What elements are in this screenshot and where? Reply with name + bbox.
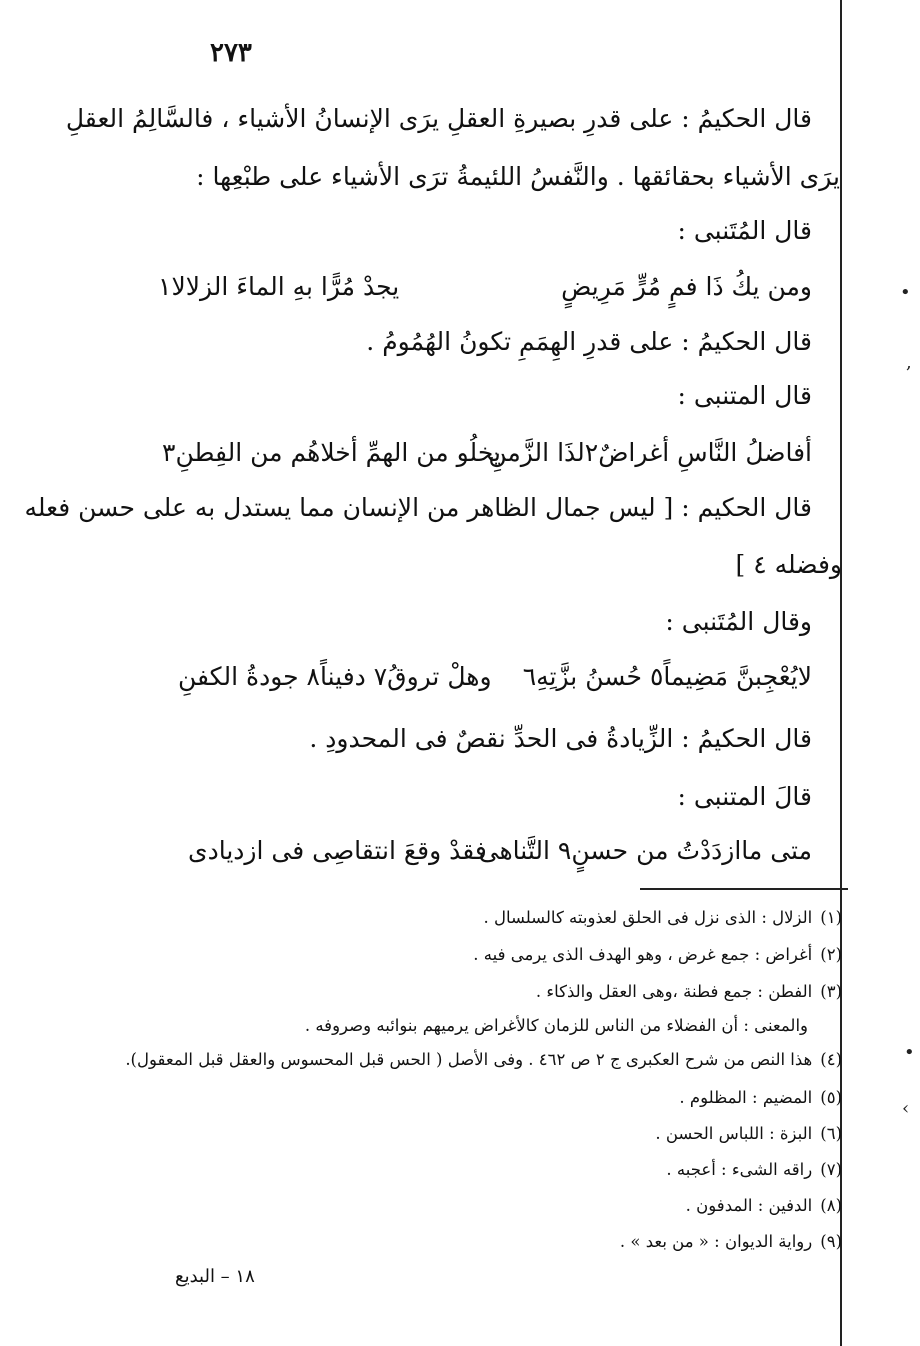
footnote-number: (٤) bbox=[820, 1050, 842, 1069]
footnote-number: (٨) bbox=[820, 1196, 842, 1215]
footnote bbox=[536, 982, 842, 1002]
footnote-number: (١) bbox=[820, 908, 842, 927]
verse-hemistich-left: وهلْ تروقُ٧ دفيناً٨ جودةُ الكفنِ bbox=[178, 662, 492, 691]
footnote-number: (٣) bbox=[820, 982, 842, 1001]
poet-heading: قال المُتَنبى : bbox=[677, 216, 812, 245]
verse-hemistich-left: يجدْ مُرًّا بهِ الماءَ الزلالا١ bbox=[158, 272, 400, 301]
footnote-number: (٧) bbox=[820, 1160, 842, 1179]
footnote-number: (٩) bbox=[820, 1232, 842, 1251]
poet-heading: قال المتنبى : bbox=[677, 381, 812, 410]
footnote-text: هذا النص من شرح العكبرى ج ٢ ص ٤٦٢ . وفى الأصل ( الحس قبل المحسوس والعقل قبل المعقول). bbox=[125, 1050, 813, 1069]
footnote-text: الزلال : الذى نزل فى الحلق لعذوبته كالسلسال . bbox=[483, 908, 813, 927]
footnote-text: رواية الديوان : « من بعد » . bbox=[619, 1232, 813, 1251]
page-edge-rule bbox=[840, 0, 842, 1346]
footnote bbox=[686, 1196, 842, 1216]
footnote-text: راقه الشىء : أعجبه . bbox=[666, 1160, 813, 1179]
verse-hemistich-right: لايُعْجِبنَّ مَضِيماً٥ حُسنُ بزَّتِهِ٦ bbox=[522, 662, 812, 691]
verse-hemistich-right: ومن يكُ ذَا فمٍ مُرٍّ مَرِيضٍ bbox=[561, 272, 812, 301]
footnote bbox=[305, 1016, 808, 1036]
body-line: يرَى الأشياء بحقائقها . والنَّفسُ اللئيمةُ ترَى الأشياء على طبْعِها : bbox=[196, 162, 840, 191]
margin-mark: • bbox=[900, 282, 911, 303]
margin-mark: , bbox=[906, 352, 912, 373]
poet-heading: وقال المُتَنبى : bbox=[665, 607, 812, 636]
footnote bbox=[666, 1160, 842, 1180]
footnote-text: والمعنى : أن الفضلاء من الناس للزمان كالأغراض يرميهم بنوائبه وصروفه . bbox=[304, 1016, 808, 1035]
body-line: قال الحكيمُ : على قدرِ بصيرةِ العقلِ يرَى الإنسانُ الأشياء ، فالسَّالِمُ العقلِ bbox=[65, 104, 812, 133]
footnote bbox=[473, 945, 842, 965]
verse-hemistich-right: متى ماازدَدْتُ من حسنٍ٩ التَّناهى bbox=[478, 836, 812, 865]
footnote-number: (٦) bbox=[820, 1124, 842, 1143]
footnote bbox=[679, 1088, 842, 1108]
footnote-number: (٥) bbox=[820, 1088, 842, 1107]
footnote-number: (٢) bbox=[820, 945, 842, 964]
verse-hemistich-right: أفاضلُ النَّاسِ أغراضٌ٢لذَا الزَّمنِ bbox=[488, 438, 812, 467]
footnote bbox=[620, 1232, 842, 1252]
footnote-text: أغراض : جمع غرض ، وهو الهدف الذى يرمى فيه . bbox=[473, 945, 813, 964]
body-line: قال الحكيم : [ ليس جمال الظاهر من الإنسان مما يستدل به على حسن فعله bbox=[24, 493, 812, 522]
poet-heading: قالَ المتنبى : bbox=[677, 782, 812, 811]
verse-hemistich-left: يخلُو من الهمِّ أخلاهُم من الفِطنِ٣ bbox=[162, 438, 501, 467]
footnote bbox=[655, 1124, 842, 1144]
footnote bbox=[125, 1050, 842, 1070]
footnote-text: المضيم : المظلوم . bbox=[679, 1088, 813, 1107]
footnote bbox=[484, 908, 843, 928]
body-line: قال الحكيمُ : الزِّيادةُ فى الحدِّ نقصٌ فى المحدودِ . bbox=[309, 724, 812, 753]
margin-mark: • bbox=[904, 1042, 915, 1063]
footnote-text: الفطن : جمع فطنة ،وهى العقل والذكاء . bbox=[535, 982, 813, 1001]
verse-hemistich-left: فقدْ وقعَ انتقاصِى فى ازديادى bbox=[188, 836, 487, 865]
margin-mark: ‹ bbox=[902, 1098, 910, 1119]
footnote-text: الدفين : المدفون . bbox=[685, 1196, 813, 1215]
body-line: قال الحكيمُ : على قدرِ الهِمَمِ تكونُ الهُمُومُ . bbox=[366, 327, 812, 356]
signature-mark: ١٨ – البديع bbox=[175, 1266, 255, 1287]
footnote-text: البزة : اللباس الحسن . bbox=[655, 1124, 813, 1143]
footnote-separator bbox=[640, 888, 848, 890]
body-line: وفضله ٤ ] bbox=[735, 550, 842, 579]
page-number: ٢٧٣ bbox=[210, 38, 252, 68]
